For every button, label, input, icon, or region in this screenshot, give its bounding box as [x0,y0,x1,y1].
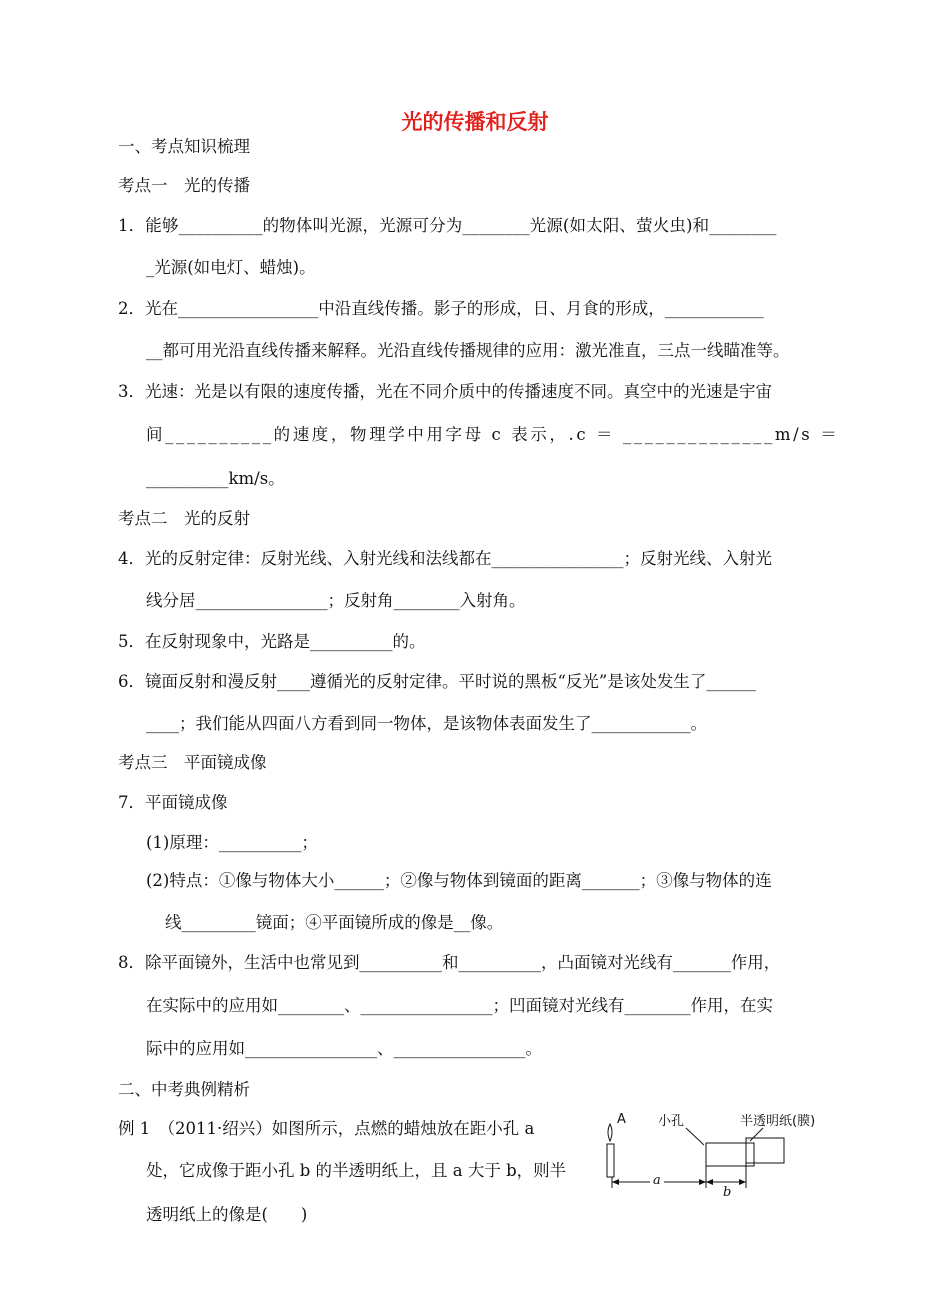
question-line: 线_________镜面；④平面镜所成的像是__像。 [165,913,504,932]
question-line: 8．除平面镜外，生活中也常见到__________和__________，凸面镜对光线有_______作用， [118,953,781,972]
page-title: 光的传播和反射 [401,110,549,134]
question-line: (1)原理：__________； [146,833,318,852]
example-line: 透明纸上的像是( ) [146,1205,308,1224]
question-line: 5．在反射现象中，光路是__________的。 [118,632,426,651]
question-line: _光源(如电灯、蜡烛)。 [146,258,316,277]
subsection-heading: 考点一 光的传播 [118,176,250,195]
paper-pointer [750,1128,763,1141]
distance-a-label: a [653,1173,661,1188]
subsection-heading: 考点二 光的反射 [118,509,250,528]
question-line: (2)特点：①像与物体大小______；②像与物体到镜面的距离_______；③像与物体的连 [146,871,772,890]
candle-icon [607,1124,614,1177]
pinhole-diagram [598,1108,848,1203]
point-a-label: A [617,1112,626,1127]
paper-label: 半透明纸(膜) [740,1114,816,1129]
question-line: 2．光在_________________中沿直线传播。影子的形成，日、月食的形成，____________ [118,299,764,318]
question-line: __________km/s。 [146,469,285,488]
section-heading: 二、中考典例精析 [118,1080,250,1099]
translucent-paper [746,1138,784,1163]
question-line: 7．平面镜成像 [118,793,228,812]
hole-label: 小孔 [658,1114,685,1129]
question-line: 3．光速：光是以有限的速度传播，光在不同介质中的传播速度不同。真空中的光速是宇宙 [118,382,772,401]
question-line: 6．镜面反射和漫反射____遵循光的反射定律。平时说的黑板“反光”是该处发生了______ [118,672,756,691]
hole-pointer [686,1128,704,1145]
question-line: 4．光的反射定律：反射光线、入射光线和法线都在________________；反射光线、入射光 [118,549,772,568]
distance-b-label: b [723,1185,732,1200]
question-line: 间__________的速度，物理学中用字母 c 表示，.c ＝ ______________m/s ＝ [146,425,840,444]
question-line: __都可用光沿直线传播来解释。光沿直线传播规律的应用：激光准直，三点一线瞄准等。 [146,341,790,360]
question-line: 线分居________________；反射角________入射角。 [146,591,526,610]
question-line: 1．能够__________的物体叫光源，光源可分为________光源(如太阳、萤火虫)和________ [118,216,777,235]
question-line: 在实际中的应用如________、________________；凹面镜对光线有________作用，在实 [146,996,773,1015]
subsection-heading: 考点三 平面镜成像 [118,753,267,772]
example-line: 处，它成像于距小孔 b 的半透明纸上，且 a 大于 b，则半 [146,1161,567,1180]
example-line: 例 1 （2011·绍兴）如图所示，点燃的蜡烛放在距小孔 a [118,1119,535,1138]
section-heading: 一、考点知识梳理 [118,137,250,156]
question-line: ____；我们能从四面八方看到同一物体，是该物体表面发生了____________。 [146,714,707,733]
question-line: 际中的应用如________________、________________。 [146,1039,542,1058]
